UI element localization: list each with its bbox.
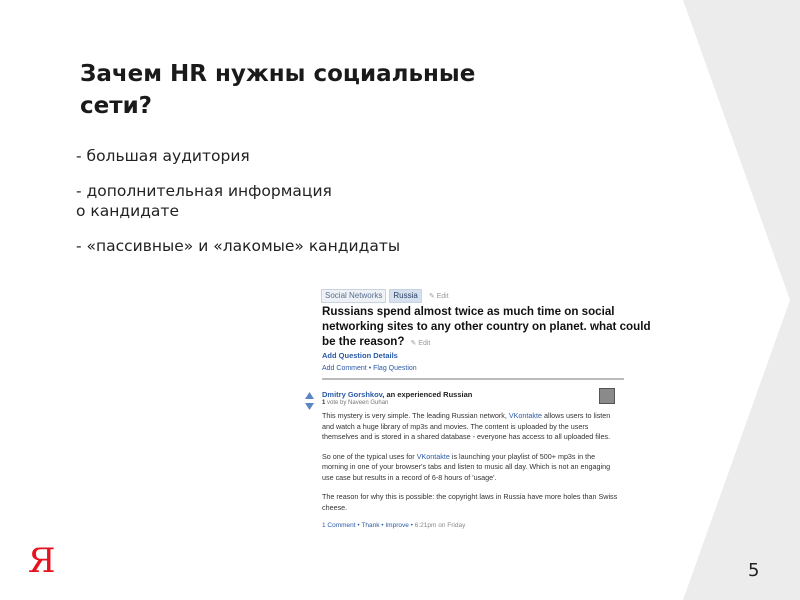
vote-info	[322, 399, 622, 407]
comment-link[interactable]: 1 Comment	[322, 522, 356, 529]
paragraph-text: is launching your playlist of 500+ mp3s in the morning in one of your browser's tabs and listen to music all day. Which is not an engaging use case but results in a record of 6-8 hours of 'usage'.	[322, 451, 611, 482]
yandex-logo: Я	[28, 541, 56, 581]
paragraph-text: So one of the typical uses for	[322, 451, 417, 461]
answer-paragraph	[322, 411, 622, 443]
downvote-arrow-icon[interactable]	[305, 403, 314, 410]
paragraph-text: This mystery is very simple. The leading Russian network,	[322, 411, 509, 420]
bullet-item: - большая аудитория	[76, 147, 250, 165]
answer-footer	[322, 522, 622, 529]
bullet-list	[76, 146, 476, 271]
author-description: , an experienced Russian	[382, 390, 473, 399]
paragraph-text: allows users to listen and watch a huge library of mp3s and movies. The content is uploaded by the users themselves and is stored in a shared database - everyone has access to all uploaded files.	[322, 411, 611, 441]
separator: •	[366, 365, 374, 372]
vote-controls	[305, 392, 314, 410]
add-question-details-link[interactable]: Add Question Details	[322, 351, 398, 360]
question-actions	[322, 365, 417, 372]
page-number: 5	[748, 560, 760, 581]
improve-link[interactable]: Improve	[385, 522, 409, 529]
slide-title: Зачем HR нужны социальные сети?	[80, 61, 476, 119]
topic-tags	[321, 289, 449, 303]
divider	[322, 378, 624, 380]
vote-count: 1	[322, 400, 326, 406]
edit-question-link[interactable]: ✎ Edit	[410, 340, 431, 347]
question-text: Russians spend almost twice as much time on social networking sites to any other country on planet. what could be the reason?	[322, 305, 651, 348]
bullet-item: - «пассивные» и «лакомые» кандидаты	[76, 237, 401, 255]
author-link[interactable]: Dmitry Gorshkov	[322, 390, 383, 399]
tag-social-networks[interactable]: Social Networks	[321, 289, 386, 303]
edit-label: Edit	[436, 293, 449, 300]
add-comment-link[interactable]: Add Comment	[322, 365, 367, 372]
vote-text: vote by Naveen Guhan	[325, 400, 389, 406]
tag-russia[interactable]: Russia	[389, 289, 421, 303]
vkontakte-link[interactable]: VKontakte	[508, 411, 542, 420]
flag-question-link[interactable]: Flag Question	[373, 365, 417, 372]
separator: •	[408, 522, 415, 529]
question-edit-label: Edit	[418, 340, 431, 347]
separator: •	[355, 522, 362, 529]
answer	[322, 390, 622, 529]
upvote-arrow-icon[interactable]	[305, 392, 314, 399]
answer-author-line	[322, 390, 622, 399]
edit-tags-link[interactable]: ✎ Edit	[428, 293, 449, 300]
answer-paragraph: The reason for why this is possible: the copyright laws in Russia have more holes than Swiss cheese.	[322, 492, 618, 512]
quora-screenshot	[303, 286, 651, 546]
vkontakte-link[interactable]: VKontakte	[416, 451, 450, 461]
question-title	[322, 304, 652, 351]
answer-timestamp: 6:21pm on Friday	[414, 522, 466, 529]
separator: •	[379, 522, 386, 529]
answer-paragraph	[322, 452, 622, 484]
thank-link[interactable]: Thank	[361, 522, 380, 529]
bullet-item: - дополнительная информация о кандидате	[76, 182, 332, 220]
